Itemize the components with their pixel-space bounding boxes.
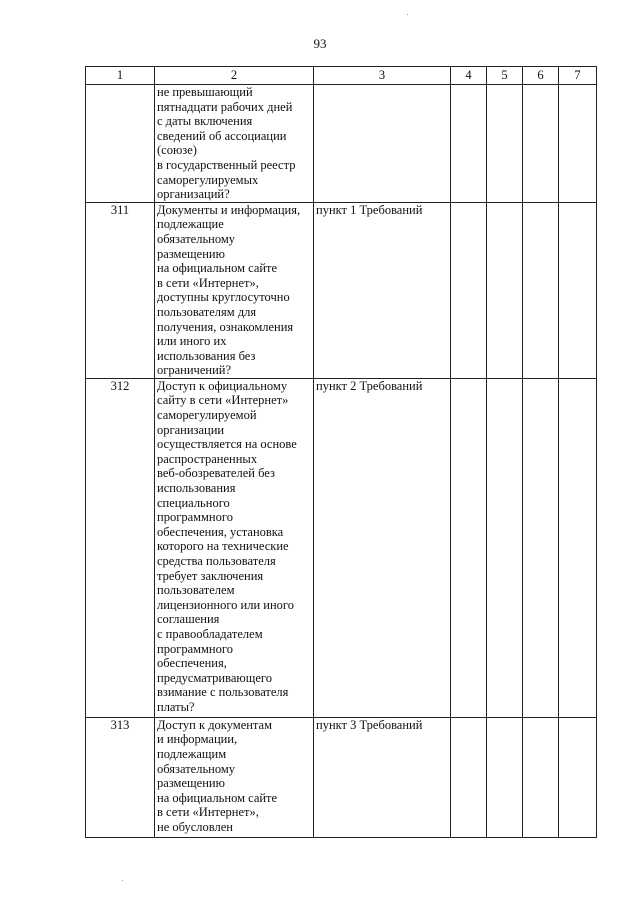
- answer-cell-6: [523, 202, 559, 378]
- answer-cell-6: [523, 378, 559, 717]
- requirements-table: [85, 66, 597, 838]
- column-header-4: 4: [451, 67, 487, 85]
- column-header-1: 1: [86, 67, 155, 85]
- column-header-7: 7: [559, 67, 597, 85]
- answer-cell-5: [487, 202, 523, 378]
- reference-cell: пункт 3 Требований: [314, 717, 451, 837]
- reference-cell: пункт 1 Требований: [314, 202, 451, 378]
- column-header-2: 2: [155, 67, 314, 85]
- column-header-3: 3: [314, 67, 451, 85]
- table-row: [86, 378, 597, 717]
- answer-cell-4: [451, 378, 487, 717]
- answer-cell-7: [559, 202, 597, 378]
- question-cell: Доступ к официальному сайту в сети «Интернет» саморегулируемой организации осуществляется на основе распространенных веб-обозревателей без использования специального программного обеспечения, установка которого на технические средства пользователя требует заключения пользователем лицензионного или иного соглашения с правообладателем программного обеспечения, предусматривающего взимание с пользователя платы?: [155, 378, 314, 717]
- column-header-6: 6: [523, 67, 559, 85]
- answer-cell-5: [487, 717, 523, 837]
- row-number-cell: 312: [86, 378, 155, 717]
- answer-cell-5: [487, 85, 523, 203]
- answer-cell-6: [523, 717, 559, 837]
- reference-cell: пункт 2 Требований: [314, 378, 451, 717]
- row-number-cell: 313: [86, 717, 155, 837]
- page-number: 93: [313, 36, 327, 51]
- column-number-header-row: [86, 67, 597, 85]
- scan-speck: [122, 880, 123, 881]
- reference-cell: [314, 85, 451, 203]
- answer-cell-4: [451, 202, 487, 378]
- question-cell: не превышающий пятнадцати рабочих дней с даты включения сведений об ассоциации (союзе) в государственный реестр саморегулируемых организаций?: [155, 85, 314, 203]
- row-number-cell: 311: [86, 202, 155, 378]
- table-row: [86, 202, 597, 378]
- answer-cell-6: [523, 85, 559, 203]
- table-row: [86, 717, 597, 837]
- question-cell: Документы и информация, подлежащие обязательному размещению на официальном сайте в сети «Интернет», доступны круглосуточно пользователям для получения, ознакомления или иного их использования без ограничений?: [155, 202, 314, 378]
- scan-speck: [407, 14, 408, 15]
- answer-cell-7: [559, 378, 597, 717]
- answer-cell-4: [451, 85, 487, 203]
- table-row: [86, 85, 597, 203]
- question-cell: Доступ к документам и информации, подлежащим обязательному размещению на официальном сайте в сети «Интернет», не обусловлен: [155, 717, 314, 837]
- row-number-cell: [86, 85, 155, 203]
- column-header-5: 5: [487, 67, 523, 85]
- answer-cell-7: [559, 85, 597, 203]
- answer-cell-7: [559, 717, 597, 837]
- answer-cell-5: [487, 378, 523, 717]
- answer-cell-4: [451, 717, 487, 837]
